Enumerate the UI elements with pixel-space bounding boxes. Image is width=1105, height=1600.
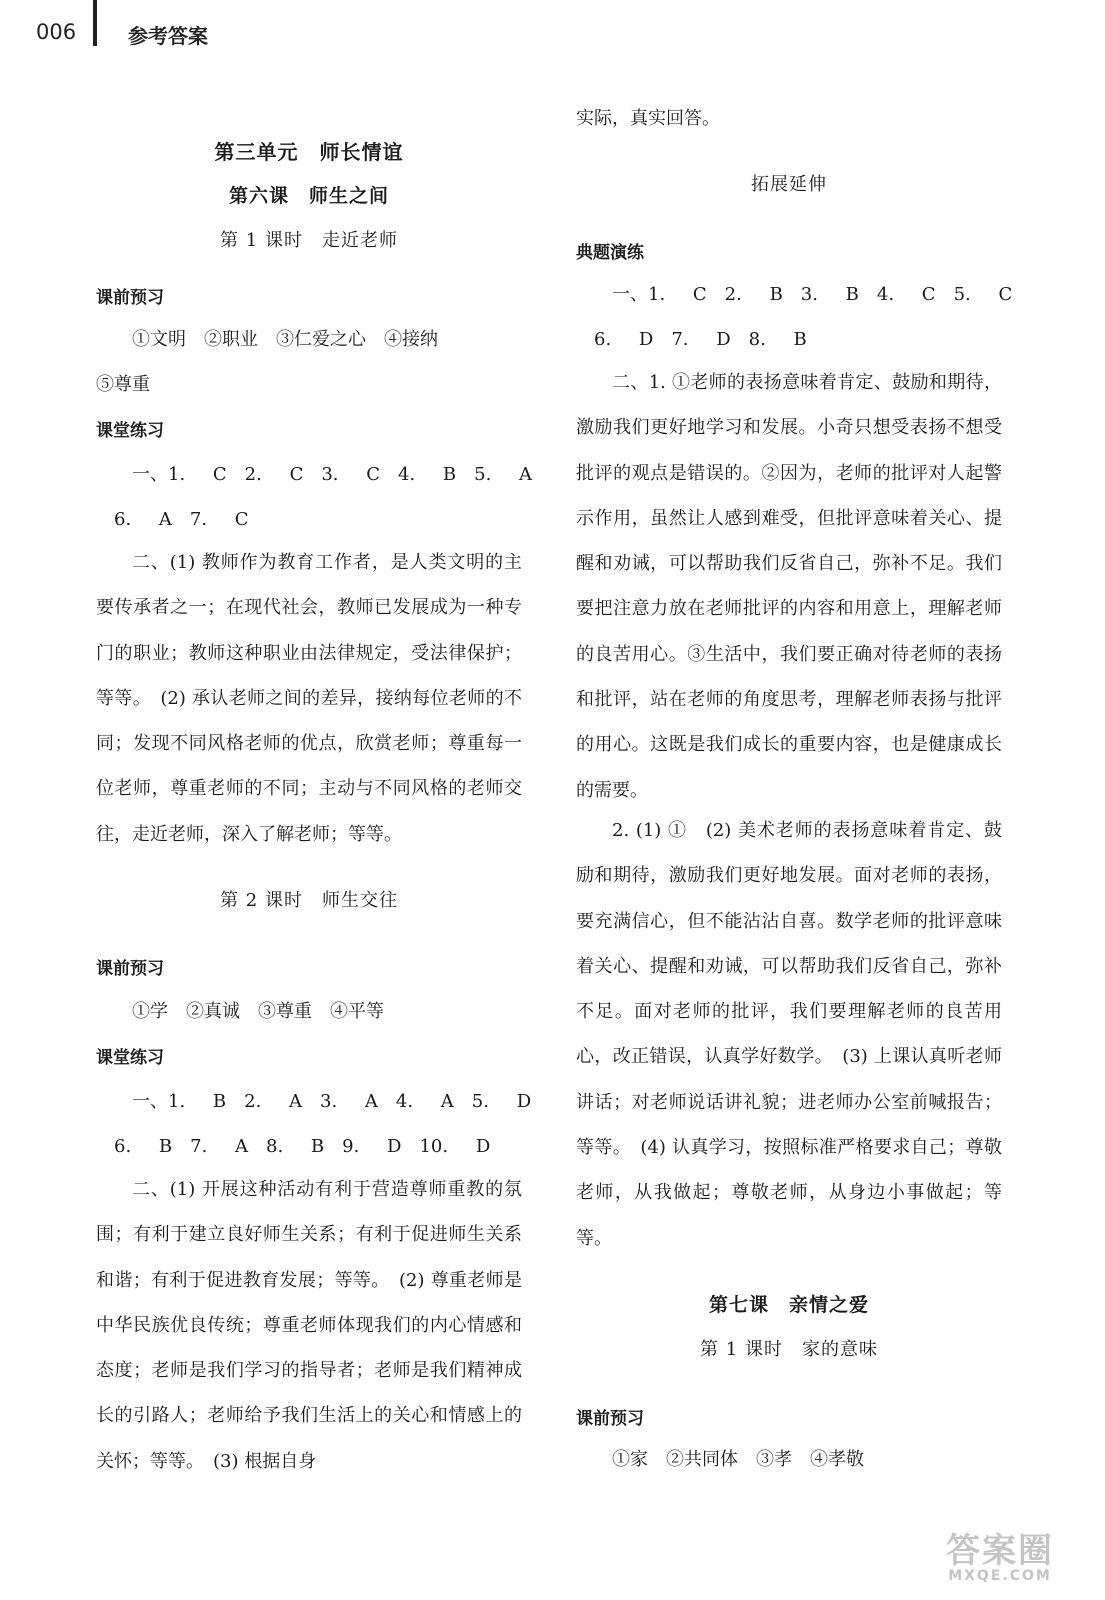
pre-study-heading: 课前预习 [96,959,164,979]
lesson7-title: 第七课 亲情之爱 [708,1294,869,1316]
essay-text: 二、1. ①老师的表扬意味着肯定、鼓励和期待，激励我们更好地学习和发展。小奇只想受表扬不想受批评的观点是错误的。②因为，老师的批评对人起警示作用，虽然让人感到难受，但批评意味着关心、提醒和劝诫，可以帮助我们反省自己，弥补不足。我们要把注意力放在老师批评的内容和用意上，理解老师的良苦用心。③生活中，我们要正确对待老师的表扬和批评，站在老师的角度思考，理解老师表扬与批评的用心。这既是我们成长的重要内容，也是健康成长的需要。 [576,372,1002,801]
watermark-sub: MXQE.COM [948,1568,1052,1584]
pre-study-answers: ①学 ②真诚 ③尊重 ④平等 [132,1001,384,1022]
unit-title: 第三单元 师长情谊 [214,140,404,164]
essay-text: 二、(1) 开展这种活动有利于营造尊师重教的氛围；有利于建立良好师生关系；有利于促进师生关系和谐；有利于促进教育发展；等等。 (2) 尊重老师是中华民族优良传统；尊重老师体现我们的内心情感和态度；老师是我们学习的指导者；老师是我们精神成长的引路人；老师给予我们生活上的关心和情感上的关怀；等等。 (3) 根据自身 [96,1179,522,1472]
typical-practice-heading: 典题演练 [576,243,644,263]
mc-answers: 6. D 7. D 8. B [594,329,807,350]
essay-answer [96,540,522,857]
essay-answer [576,808,1002,1261]
pre-study-answers: ⑤尊重 [96,374,150,395]
class-practice-heading: 课堂练习 [96,1048,164,1068]
period2-title: 第 2 课时 师生交往 [220,890,398,911]
mc-answers: 6. B 7. A 8. B 9. D 10. D [114,1136,491,1157]
watermark-main: 答案圈 [946,1531,1054,1571]
header-divider [93,0,97,46]
mc-answers: 6. A 7. C [114,509,249,530]
watermark-logo [925,1523,1075,1584]
essay-answer [576,360,1002,813]
header-title: 参考答案 [128,24,208,48]
mc-answers: 一、1. C 2. B 3. B 4. C 5. C [612,284,1013,305]
essay-text: 二、(1) 教师作为教育工作者，是人类文明的主要传承者之一；在现代社会，教师已发展成为一种专门的职业；教师这种职业由法律规定，受法律保护；等等。 (2) 承认老师之间的差异，接纳每位老师的不同；发现不同风格老师的优点，欣赏老师；尊重每一位老师，尊重老师的不同；主动与不同风格的老师交往，走近老师，深入了解老师；等等。 [96,552,522,845]
essay-answer [96,1167,522,1484]
pre-study-answers: ①文明 ②职业 ③仁爱之心 ④接纳 [132,329,438,350]
essay-text: 2. (1) ① (2) 美术老师的表扬意味着肯定、鼓励和期待，激励我们更好地发展。面对老师的表扬，要充满信心，但不能沾沾自喜。数学老师的批评意味着关心、提醒和劝诫，可以帮助我们反省自己，弥补不足。面对老师的批评，我们要理解老师的良苦用心，改正错误，认真学好数学。 (3) 上课认真听老师讲话；对老师说话讲礼貌；进老师办公室前喊报告；等等。 (4) 认真学习，按照标准严格要求自己；尊敬老师，从我做起；尊敬老师，从身边小事做起；等等。 [576,820,1002,1249]
pre-study-heading: 课前预习 [576,1409,644,1429]
pre-study-answers: ①家 ②共同体 ③孝 ④孝敬 [612,1449,864,1470]
class-practice-heading: 课堂练习 [96,421,164,441]
extension-title: 拓展延伸 [751,174,827,195]
pre-study-heading: 课前预习 [96,288,164,308]
continuation-text: 实际，真实回答。 [576,108,720,129]
lesson6-title: 第六课 师生之间 [228,185,389,207]
mc-answers: 一、1. C 2. C 3. C 4. B 5. A [132,464,533,485]
page-number: 006 [36,20,77,44]
lesson7-period1-title: 第 1 课时 家的意味 [700,1339,878,1360]
period1-title: 第 1 课时 走近老师 [220,230,398,251]
mc-answers: 一、1. B 2. A 3. A 4. A 5. D [132,1091,532,1112]
